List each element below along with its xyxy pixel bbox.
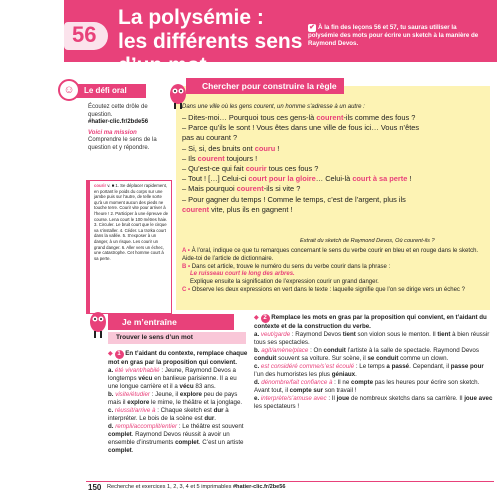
dialogue-line: – Pour gagner du temps ! Comme le temps, c’est de l’argent, plus ils <box>182 194 406 204</box>
check-icon: ✔ <box>309 24 315 31</box>
exercise-item: d. rempli/accomplit/entier : Le théâtre est souvent complet. Raymond Devos réussit à avoir un ensemble d’instruments complet. C’est un artiste complet. <box>108 423 244 454</box>
dialogue-line: – Ils courent toujours ! <box>182 153 258 163</box>
dialogue-line: – Tout ! […] Celui-ci court pour la gloire… Celui-là court à sa perte ! <box>182 174 412 184</box>
exercise-2: ◆ 2 Remplace les mots en gras par la proposition qui convient, en t’aidant du contexte et de la construction du verbe. a. veut/garde : Raymond Devos tient son violon sous le menton. Il tient à bien réussir tous ses spectacles. b. agit/amène/place : On conduit l’artiste à la salle de spectacle. Raymond Devos conduit souvent sa voiture. Sur scène, il se conduit comme un clown. c. est considéré comme/s’est écoulé : Le temps a passé. Cependant, il passe pour l’un des humoristes les plus géniaux. d. dénombre/fait confiance à : Il ne compte pas les heures pour écrire son sketch. Avant tout, il compte sur son travail ! e. interprète/s’amuse avec : Il joue de nombreux sketchs dans sa carrière. Il joue avec les spectateurs ! <box>254 314 493 410</box>
defi-oral-body: Écoutez cette drôle de question. #hatier-clic.fr/2bde56 Voici ma mission Comprendre le sens de la question et y répondre. <box>88 104 168 153</box>
lesson-objective: ✔ À la fin des leçons 56 et 57, tu sauras utiliser la polysémie des mots pour écrire un sketch à la manière de Raymond Devos. <box>308 24 479 47</box>
exercise-item: e. interprète/s’amuse avec : Il joue de nombreux sketchs dans sa carrière. Il joue avec les spectateurs ! <box>254 395 493 410</box>
chercher-heading: Chercher pour construire la règle <box>186 78 344 94</box>
dialogue-line: – Mais pourquoi courent-ils si vite ? <box>182 184 301 194</box>
dialogue-line: – Parce qu’ils le sont ! Vous êtes dans une ville de fous ici… Vous n’êtes <box>182 123 420 133</box>
questions: A • À l’oral, indique ce que tu remarques concernant le sens du verbe courir en bleu et en rouge dans le sketch. Aide-toi de l’article de dictionnaire. B • Dans cet article, trouve le numéro du sens du verbe courir dans la phrase : Le ruisseau court le long des arbres. Explique ensuite la signification de l’expression courir un grand danger. C • Observe les deux expressions en vert dans le texte : laquelle signifie que l’on se dirige vers un échec ? <box>182 248 479 293</box>
defi-oral-heading: Le défi oral <box>64 84 146 98</box>
speech-icon: ☺ <box>58 79 80 101</box>
exercise-item: c. réussit/arrive à : Chaque sketch est dur à interpréter. Le bois de la scène est dur. <box>108 407 229 422</box>
exercise-item: b. visite/étudier : Jeune, il explore peu de pays mais il explore le mime, le théâtre et la jonglage. <box>108 391 243 406</box>
lesson-title-line-1: La polysémie : <box>118 6 264 29</box>
defi-link[interactable]: #hatier-clic.fr/2bde56 <box>88 119 149 126</box>
footer-divider <box>86 481 494 482</box>
lesson-title-line-2: les différents sens d’un mot <box>118 30 303 77</box>
footer-text: Recherche et exercices 1, 2, 3, 4 et 5 imprimables #hatier-clic.fr/2be56 <box>107 484 286 490</box>
dialogue-line: courent vite, plus ils en gagnent ! <box>182 204 293 214</box>
dialogue-line: pas au courant ? <box>182 133 238 143</box>
exercise-1: ◆ 1 En t’aidant du contexte, remplace chaque mot en gras par la proposition qui convient. a. été vivant/habilé : Jeune, Raymond Devos a longtemps vécu en banlieue parisienne. Il a eu une longue carrière et il a vécu 83 ans. b. visite/étudier : Jeune, il explore peu de pays mais il explore le mime, le théâtre et la jonglage. c. réussit/arrive à : Chaque sketch est dur à interpréter. Le bois de la scène est dur. d. rempli/accomplit/entier : Le théâtre est souvent complet. Raymond Devos réussit à avoir un ensemble d’instruments complet. C’est un artiste complet. <box>108 350 248 454</box>
lesson-number: 56 <box>72 22 97 47</box>
mascot-icon <box>88 308 108 340</box>
sketch-dialogue <box>182 113 486 215</box>
sketch-source: Extrait du sketch de Raymond Devos, Où courent-ils ? <box>300 238 435 244</box>
page-number: 150 <box>88 483 102 492</box>
dialogue-line: – Si, si, des bruits ont couru ! <box>182 143 280 153</box>
exercise-item: d. dénombre/fait confiance à : Il ne compte pas les heures pour écrire son sketch. Avant tout, il compte sur son travail ! <box>254 379 480 394</box>
sketch-intro: Dans une ville où les gens courent, un homme s’adresse à un autre : <box>182 104 365 110</box>
dialogue-line: – Qu’est-ce qui fait courir tous ces fous ? <box>182 164 319 174</box>
exercise-item: b. agit/amène/place : On conduit l’artiste à la salle de spectacle. Raymond Devos conduit souvent sa voiture. Sur scène, il se conduit comme un clown. <box>254 347 479 362</box>
exercise-item: a. veut/garde : Raymond Devos tient son violon sous le menton. Il tient à bien réussir tous ses spectacles. <box>254 331 490 346</box>
exercise-item: c. est considéré comme/s’est écoulé : Le temps a passé. Cependant, il passe pour l’un des humoristes les plus géniaux. <box>254 363 484 378</box>
trouver-sens-heading: Trouver le sens d’un mot <box>108 332 246 344</box>
exercise-item: a. été vivant/habilé : Jeune, Raymond Devos a longtemps vécu en banlieue parisienne. Il a eu une longue carrière et il a vécu 83 ans. <box>108 367 237 390</box>
dialogue-line: – Dites-moi… Pourquoi tous ces gens-là courent-ils comme des fous ? <box>182 113 416 122</box>
dictionary-entry: courir v. ■ 1. Se déplacer rapidement, en portant le poids du corps sur une jambe puis sur l’autre, de telle sorte qu’à un moment aucun des pieds ne touche terre. Courir vite pour arriver à l’heure ! 2. Participer à une épreuve de course. Lena court le 100 mètres haie. 3. Circuler. Le bruit court que le cirque va s’installer. 4. Céder. La troïka court dans la vallée. 5. S’exposer à un danger, à un risque. Les courir un grand danger. 6. Aller vers un échec, une catastrophe. Cet homme court à sa perte. <box>86 180 172 314</box>
entraine-heading: Je m’entraîne <box>108 314 234 330</box>
footer-link[interactable]: #hatier-clic.fr/2be56 <box>232 484 286 490</box>
